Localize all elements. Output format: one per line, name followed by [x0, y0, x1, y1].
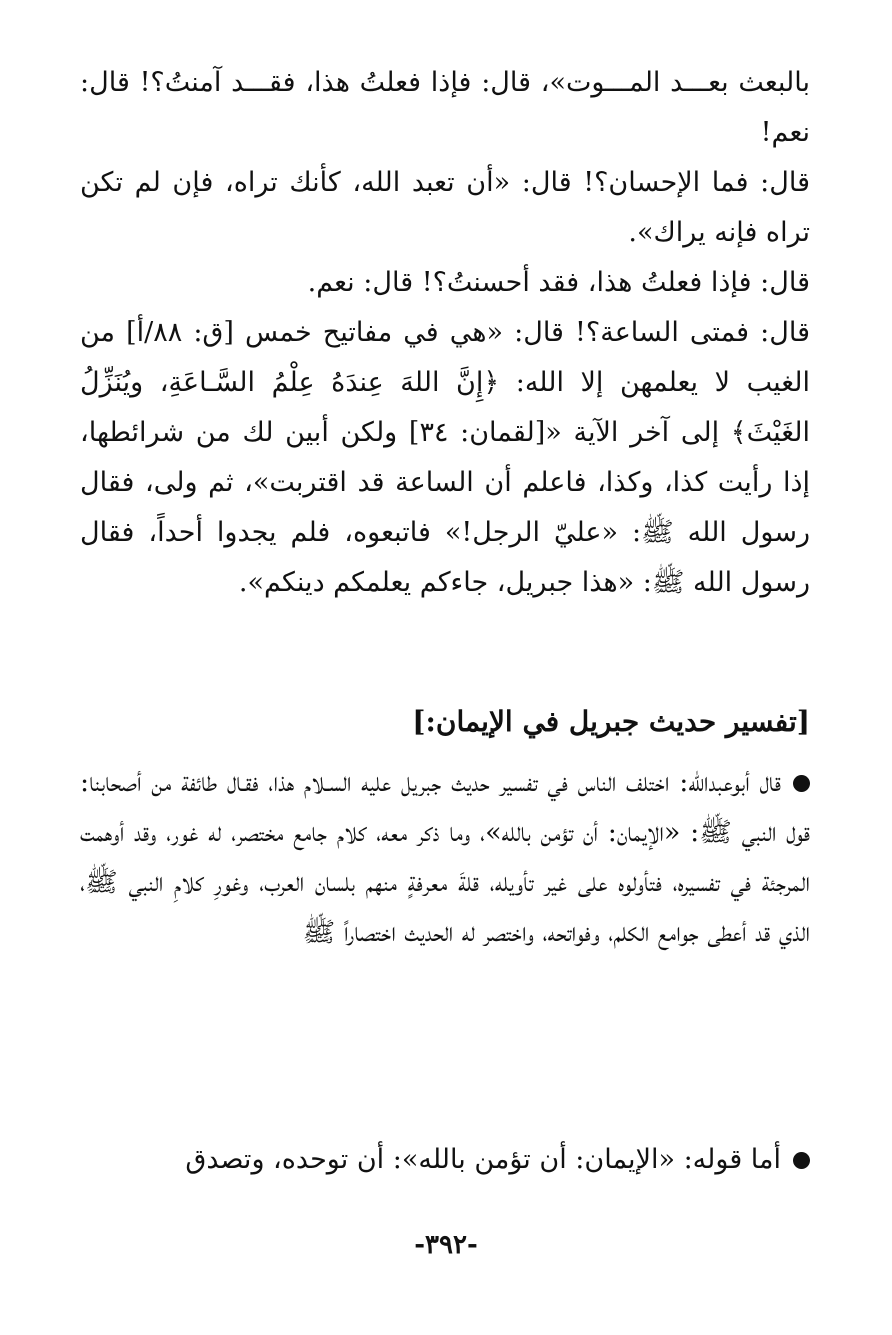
paragraph: قال: فإذا فعلتُ هذا، فقد أحسنتُ؟! قال: نعم. — [307, 267, 810, 298]
paragraph: بالبعث بعـــد المـــوت»، قال: فإذا فعلتُ هذا، فقـــد آمنتُ؟! قال: نعم! — [80, 67, 810, 148]
paragraph: قال: فمتى الساعة؟! قال: «هي في مفاتيح خمس [ق: ٨٨/أ] من الغيب لا يعلمهن إلا الله: ﴿إِنَّ اللهَ عِندَهُ عِلْمُ السَّـاعَةِ، ويُنَزِّلُ الغَيْثَ﴾ إلى آخر الآية «[لقمان: ٣٤] ولكن أبين لك من شرائطها، إذا رأيت كذا، وكذا، فاعلم أن الساعة قد اقتربت»، ثم ولى، فقال رسول الله ﷺ: «عليّ الرجل!» فاتبعوه، فلم يجدوا أحداً، فقال رسول الله ﷺ: «هذا جبريل، جاءكم يعلمكم دينكم». — [80, 317, 811, 598]
page-number: -٣٩٢- — [414, 1230, 478, 1260]
paragraph: قال: فما الإحسان؟! قال: «أن تعبد الله، كأنك تراه، فإن لم تكن تراه فإنه يراك». — [80, 167, 810, 248]
bullet-icon — [793, 775, 810, 792]
middle-text-block — [80, 758, 810, 958]
bullet-icon — [793, 1152, 810, 1169]
bottom-text-block — [80, 1135, 810, 1185]
top-text-block — [80, 58, 810, 608]
paragraph-text: قال أبوعبدالله: اختلف الناس في تفسير حديث جبريل عليه السـلام هذا، فقـال طائفة من أصحابنا: قول النبي ﷺ: «الإيمان: أن تؤمن بالله»، وما ذكر معه، كلام جامع مختصر، له غور، وقد أوهمت المرجئة في تفسيره، فتأولوه على غير تأويله، قلةَ معرفةٍ منهم بلسان العرب، وغورِ كلامِ النبي ﷺ، الذي قد أعطى جوامع الكلم، وفواتحه، واختصر له الحديث اختصاراً ﷺ — [80, 767, 810, 948]
paragraph-text: أما قوله: «الإيمان: أن تؤمن بالله»: أن توحده، وتصدق — [185, 1144, 781, 1175]
section-heading: [تفسير حديث جبريل في الإيمان:] — [412, 705, 810, 738]
paragraph — [80, 1135, 810, 1185]
paragraph — [80, 758, 810, 958]
